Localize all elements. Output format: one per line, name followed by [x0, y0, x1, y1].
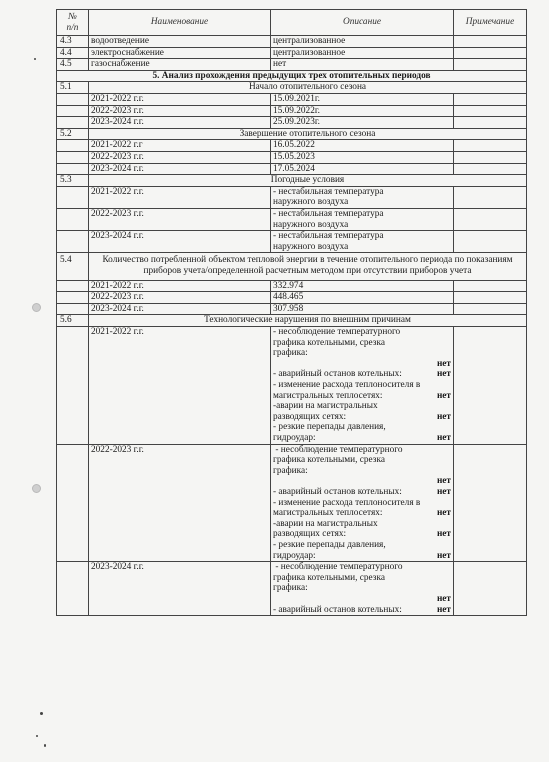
- disruption-line: - резкие перепады давления,: [273, 539, 386, 550]
- season-label: 2022-2023 г.г.: [89, 105, 271, 117]
- disruption-text: магистральных теплосетях:: [273, 508, 383, 519]
- header-note: Примечание: [454, 10, 527, 36]
- disruption-text: - аварийный останов котельных:: [273, 369, 402, 380]
- disruption-line: [273, 412, 451, 423]
- row-num: 4.4: [57, 47, 89, 59]
- weather-line: наружного воздуха: [273, 219, 349, 230]
- energy-value: 448.465: [271, 292, 454, 304]
- row-name: электроснабжение: [89, 47, 271, 59]
- season-value: 15.09.2022г.: [271, 105, 454, 117]
- row-desc: нет: [271, 59, 454, 71]
- disruption-line: [273, 605, 451, 616]
- row-note: [454, 163, 527, 175]
- disruption-line: [273, 508, 451, 519]
- scan-speck: [44, 744, 46, 747]
- row-note: [454, 105, 527, 117]
- row-num: [57, 208, 89, 230]
- season-label: 2023-2024 г.г.: [89, 231, 271, 253]
- subsection-row: [57, 82, 527, 94]
- disruption-line: [273, 487, 451, 498]
- energy-value: 332.974: [271, 280, 454, 292]
- row-note: [454, 186, 527, 208]
- subsection-num: 5.1: [57, 82, 89, 94]
- disruption-line: - изменение расхода теплоносителя в: [273, 497, 421, 508]
- season-value: 25.09.2023г.: [271, 117, 454, 129]
- row-num: [57, 327, 89, 445]
- disruption-value: нет: [436, 593, 451, 604]
- heating-report-table: [56, 9, 527, 616]
- table-row: [57, 327, 527, 445]
- disruption-line: [273, 529, 451, 540]
- punch-hole: [32, 484, 41, 493]
- disruption-line: графика:: [273, 583, 308, 594]
- season-label: 2023-2024 г.г.: [89, 163, 271, 175]
- table-row: [57, 208, 527, 230]
- table-row: [57, 186, 527, 208]
- weather-line: наружного воздуха: [273, 241, 349, 252]
- subsection-title: Погодные условия: [89, 175, 527, 187]
- disruptions-block: [271, 562, 454, 616]
- table-row: [57, 444, 527, 562]
- disruption-value: нет: [436, 390, 451, 401]
- disruption-line: - изменение расхода теплоносителя в: [273, 380, 421, 391]
- disruption-line: - резкие перепады давления,: [273, 422, 386, 433]
- season-value: 15.09.2021г.: [271, 93, 454, 105]
- season-label: 2021-2022 г.г: [89, 140, 271, 152]
- row-note: [454, 280, 527, 292]
- disruption-line: [273, 551, 451, 562]
- punch-hole: [32, 303, 41, 312]
- season-label: 2023-2024 г.г.: [89, 562, 271, 616]
- season-label: 2022-2023 г.г.: [89, 208, 271, 230]
- subsection-row: [57, 128, 527, 140]
- disruption-text: гидроудар:: [273, 550, 316, 561]
- disruption-line: -аварии на магистральных: [273, 518, 378, 529]
- disruption-value: нет: [436, 433, 451, 443]
- season-value: 15.05.2023: [271, 151, 454, 163]
- row-num: [57, 444, 89, 562]
- table-row: [57, 303, 527, 315]
- row-note: [454, 47, 527, 59]
- disruption-line: графика:: [273, 465, 308, 476]
- weather-line: наружного воздуха: [273, 197, 349, 208]
- disruption-line: - несоблюдение температурного: [273, 327, 401, 338]
- weather-value: [271, 231, 454, 253]
- disruption-line: [273, 476, 451, 487]
- row-num: [57, 140, 89, 152]
- row-num: [57, 303, 89, 315]
- disruption-value: нет: [436, 604, 451, 615]
- table-row: [57, 59, 527, 71]
- row-num: [57, 292, 89, 304]
- disruptions-block: [271, 444, 454, 562]
- disruption-line: -аварии на магистральных: [273, 401, 378, 412]
- disruption-line: [273, 594, 451, 605]
- season-label: 2021-2022 г.г.: [89, 327, 271, 445]
- energy-value: 307.958: [271, 303, 454, 315]
- subsection-row: [57, 253, 527, 280]
- row-note: [454, 117, 527, 129]
- header-desc: Описание: [271, 10, 454, 36]
- disruption-value: нет: [436, 508, 451, 519]
- disruptions-block: [271, 327, 454, 445]
- season-label: 2021-2022 г.г.: [89, 280, 271, 292]
- section-heading-row: [57, 70, 527, 82]
- table-row: [57, 117, 527, 129]
- table-header: [57, 10, 527, 36]
- row-num: [57, 280, 89, 292]
- table-row: [57, 231, 527, 253]
- disruption-value: нет: [436, 486, 451, 497]
- weather-value: [271, 186, 454, 208]
- subsection-num: 5.2: [57, 128, 89, 140]
- table-row: [57, 163, 527, 175]
- table-row: [57, 36, 527, 48]
- season-label: 2022-2023 г.г.: [89, 292, 271, 304]
- scan-speck: [36, 735, 38, 737]
- disruption-line: графика котельными, срезка: [273, 572, 385, 583]
- disruption-value: нет: [436, 550, 451, 561]
- header-num: № п/п: [57, 10, 89, 36]
- subsection-num: 5.3: [57, 175, 89, 187]
- season-label: 2021-2022 г.г.: [89, 93, 271, 105]
- row-num: [57, 93, 89, 105]
- weather-line: - нестабильная температура: [273, 231, 384, 242]
- disruption-text: - аварийный останов котельных:: [273, 604, 402, 615]
- table-row: [57, 562, 527, 616]
- row-num: [57, 231, 89, 253]
- scan-speck: [34, 58, 36, 60]
- subsection-title: Начало отопительного сезона: [89, 82, 527, 94]
- disruption-text: разводящих сетях:: [273, 411, 347, 422]
- disruption-line: [273, 433, 451, 444]
- row-num: [57, 117, 89, 129]
- subsection-num: 5.6: [57, 315, 89, 327]
- season-label: 2022-2023 г.г.: [89, 444, 271, 562]
- disruption-value: нет: [436, 358, 451, 369]
- row-note: [454, 151, 527, 163]
- season-label: 2023-2024 г.г.: [89, 117, 271, 129]
- row-num: [57, 105, 89, 117]
- row-note: [454, 303, 527, 315]
- subsection-row: [57, 175, 527, 187]
- disruption-line: графика котельными, срезка: [273, 337, 385, 348]
- scan-speck: [40, 712, 43, 715]
- table-row: [57, 292, 527, 304]
- row-note: [454, 36, 527, 48]
- row-name: водоотведение: [89, 36, 271, 48]
- row-num: 4.5: [57, 59, 89, 71]
- subsection-title: Количество потребленной объектом тепловой энергии в течение отопительного периода по показаниям приборов учета/определенной расчетным методом при отсутствии приборов учета: [89, 253, 527, 280]
- disruption-line: графика котельными, срезка: [273, 455, 385, 466]
- row-num: [57, 151, 89, 163]
- season-value: 17.05.2024: [271, 163, 454, 175]
- subsection-num: 5.4: [57, 253, 89, 280]
- disruption-value: нет: [436, 369, 451, 380]
- disruption-line: - несоблюдение температурного: [273, 562, 403, 573]
- subsection-title: Завершение отопительного сезона: [89, 128, 527, 140]
- row-note: [454, 208, 527, 230]
- disruption-line: [273, 391, 451, 402]
- row-desc: централизованное: [271, 36, 454, 48]
- table-row: [57, 93, 527, 105]
- row-note: [454, 292, 527, 304]
- season-value: 16.05.2022: [271, 140, 454, 152]
- weather-line: - нестабильная температура: [273, 186, 384, 197]
- row-note: [454, 444, 527, 562]
- row-note: [454, 327, 527, 445]
- subsection-row: [57, 315, 527, 327]
- disruption-text: - аварийный останов котельных:: [273, 486, 402, 497]
- disruption-line: графика:: [273, 348, 308, 359]
- disruption-text: магистральных теплосетях:: [273, 390, 383, 401]
- table-row: [57, 280, 527, 292]
- season-label: 2023-2024 г.г.: [89, 303, 271, 315]
- disruption-line: [273, 359, 451, 370]
- disruption-value: нет: [436, 476, 451, 487]
- row-num: [57, 562, 89, 616]
- header-name: Наименование: [89, 10, 271, 36]
- weather-value: [271, 208, 454, 230]
- subsection-title: Технологические нарушения по внешним причинам: [89, 315, 527, 327]
- row-note: [454, 231, 527, 253]
- disruption-text: разводящих сетях:: [273, 529, 347, 540]
- row-note: [454, 93, 527, 105]
- table-row: [57, 151, 527, 163]
- disruption-value: нет: [436, 411, 451, 422]
- disruption-line: - несоблюдение температурного: [273, 444, 403, 455]
- row-note: [454, 59, 527, 71]
- row-note: [454, 562, 527, 616]
- row-note: [454, 140, 527, 152]
- season-label: 2021-2022 г.г.: [89, 186, 271, 208]
- season-label: 2022-2023 г.г.: [89, 151, 271, 163]
- table-row: [57, 140, 527, 152]
- section-5-title: 5. Анализ прохождения предыдущих трех отопительных периодов: [57, 70, 527, 82]
- table-row: [57, 105, 527, 117]
- disruption-text: гидроудар:: [273, 433, 316, 443]
- row-num: 4.3: [57, 36, 89, 48]
- row-num: [57, 163, 89, 175]
- table-row: [57, 47, 527, 59]
- weather-line: - нестабильная температура: [273, 208, 384, 219]
- disruption-line: [273, 369, 451, 380]
- row-desc: централизованное: [271, 47, 454, 59]
- disruption-value: нет: [436, 529, 451, 540]
- row-num: [57, 186, 89, 208]
- row-name: газоснабжение: [89, 59, 271, 71]
